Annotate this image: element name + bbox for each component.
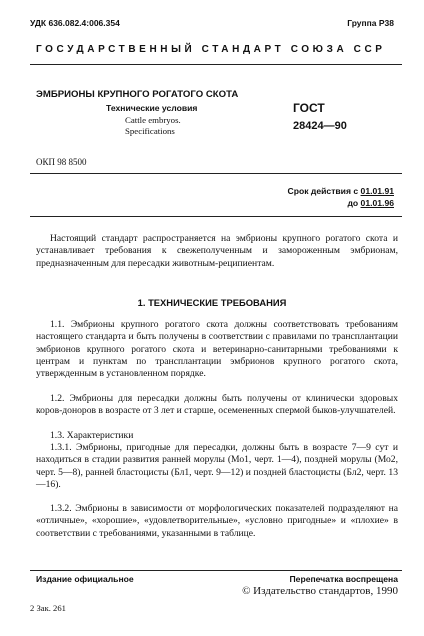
- paragraph-1-3-1: 1.3.1. Эмбрионы, пригодные для пересадки, должны быть в возрасте 7—9 сут и находиться в стадии развития ранней морулы (Мо1, черт. 1—4), поздней морулы (Мо2, черт. 5—8), ранней бластоцисты (Бл1, черт. 9—12) и поздней бластоцисты (Бл2, черт. 13—16).: [36, 442, 398, 490]
- validity-to: [347, 198, 394, 208]
- reprint-notice: Перепечатка воспрещена: [289, 574, 398, 584]
- gost-label: ГОСТ: [293, 101, 325, 115]
- document-subtitle: Технические условия: [106, 103, 198, 113]
- validity-divider: [30, 216, 402, 217]
- validity-from: [288, 186, 395, 196]
- english-title-line1: Cattle embryos.: [125, 115, 181, 125]
- validity-from-label: Срок действия с: [287, 186, 359, 196]
- paragraph-1-1: 1.1. Эмбрионы крупного рогатого скота должны соответствовать требованиям настоящего стандарта и быть получены в соответствии с правилами по трансплантации эмбрионов крупного рогатого скота и ветеринарно-санитарными требованиями к центрам и пунктам по трансплантации эмбрионов крупного рогатого скота, утвержденным в установленном порядке.: [36, 319, 398, 380]
- state-standard-banner: ГОСУДАРСТВЕННЫЙ СТАНДАРТ СОЮЗА ССР: [36, 44, 386, 55]
- paragraph-1-2: 1.2. Эмбрионы для пересадки должны быть получены от клинически здоровых коров-доноров в возрасте от 3 лет и старше, осемененных спермой быков-улучшателей.: [36, 393, 398, 417]
- official-edition: Издание официальное: [36, 574, 134, 584]
- document-title: ЭМБРИОНЫ КРУПНОГО РОГАТОГО СКОТА: [36, 89, 239, 100]
- okp-code: ОКП 98 8500: [36, 157, 87, 167]
- udk-code: УДК 636.082.4:006.354: [30, 18, 120, 28]
- footer-divider: [30, 570, 402, 571]
- okp-divider: [30, 173, 402, 174]
- header-divider: [30, 64, 402, 65]
- order-number: 2 Зак. 261: [30, 603, 66, 613]
- copyright-notice: © Издательство стандартов, 1990: [242, 585, 398, 597]
- paragraph-1-3-2: 1.3.2. Эмбрионы в зависимости от морфологических показателей подразделяют на «отличные», «хорошие», «удовлетворительные», «условно пригодные» и «плохие» в соответствии с требованиями, указанными в таблице.: [36, 503, 398, 539]
- paragraph-1-3: 1.3. Характеристики: [50, 430, 134, 441]
- english-title-line2: Specifications: [125, 126, 175, 136]
- gost-number: 28424—90: [293, 120, 347, 132]
- validity-to-label: до: [347, 198, 359, 208]
- validity-from-date: 01.01.91: [360, 186, 394, 196]
- section-title: 1. ТЕХНИЧЕСКИЕ ТРЕБОВАНИЯ: [137, 297, 287, 308]
- validity-to-date: 01.01.96: [360, 198, 394, 208]
- intro-paragraph: Настоящий стандарт распространяется на эмбрионы крупного рогатого скота и устанавливает требования к свежеполученным и замороженным эмбрионам, предназначенным для пересадки животным-реципиентам.: [36, 233, 398, 269]
- group-code: Группа Р38: [347, 18, 394, 28]
